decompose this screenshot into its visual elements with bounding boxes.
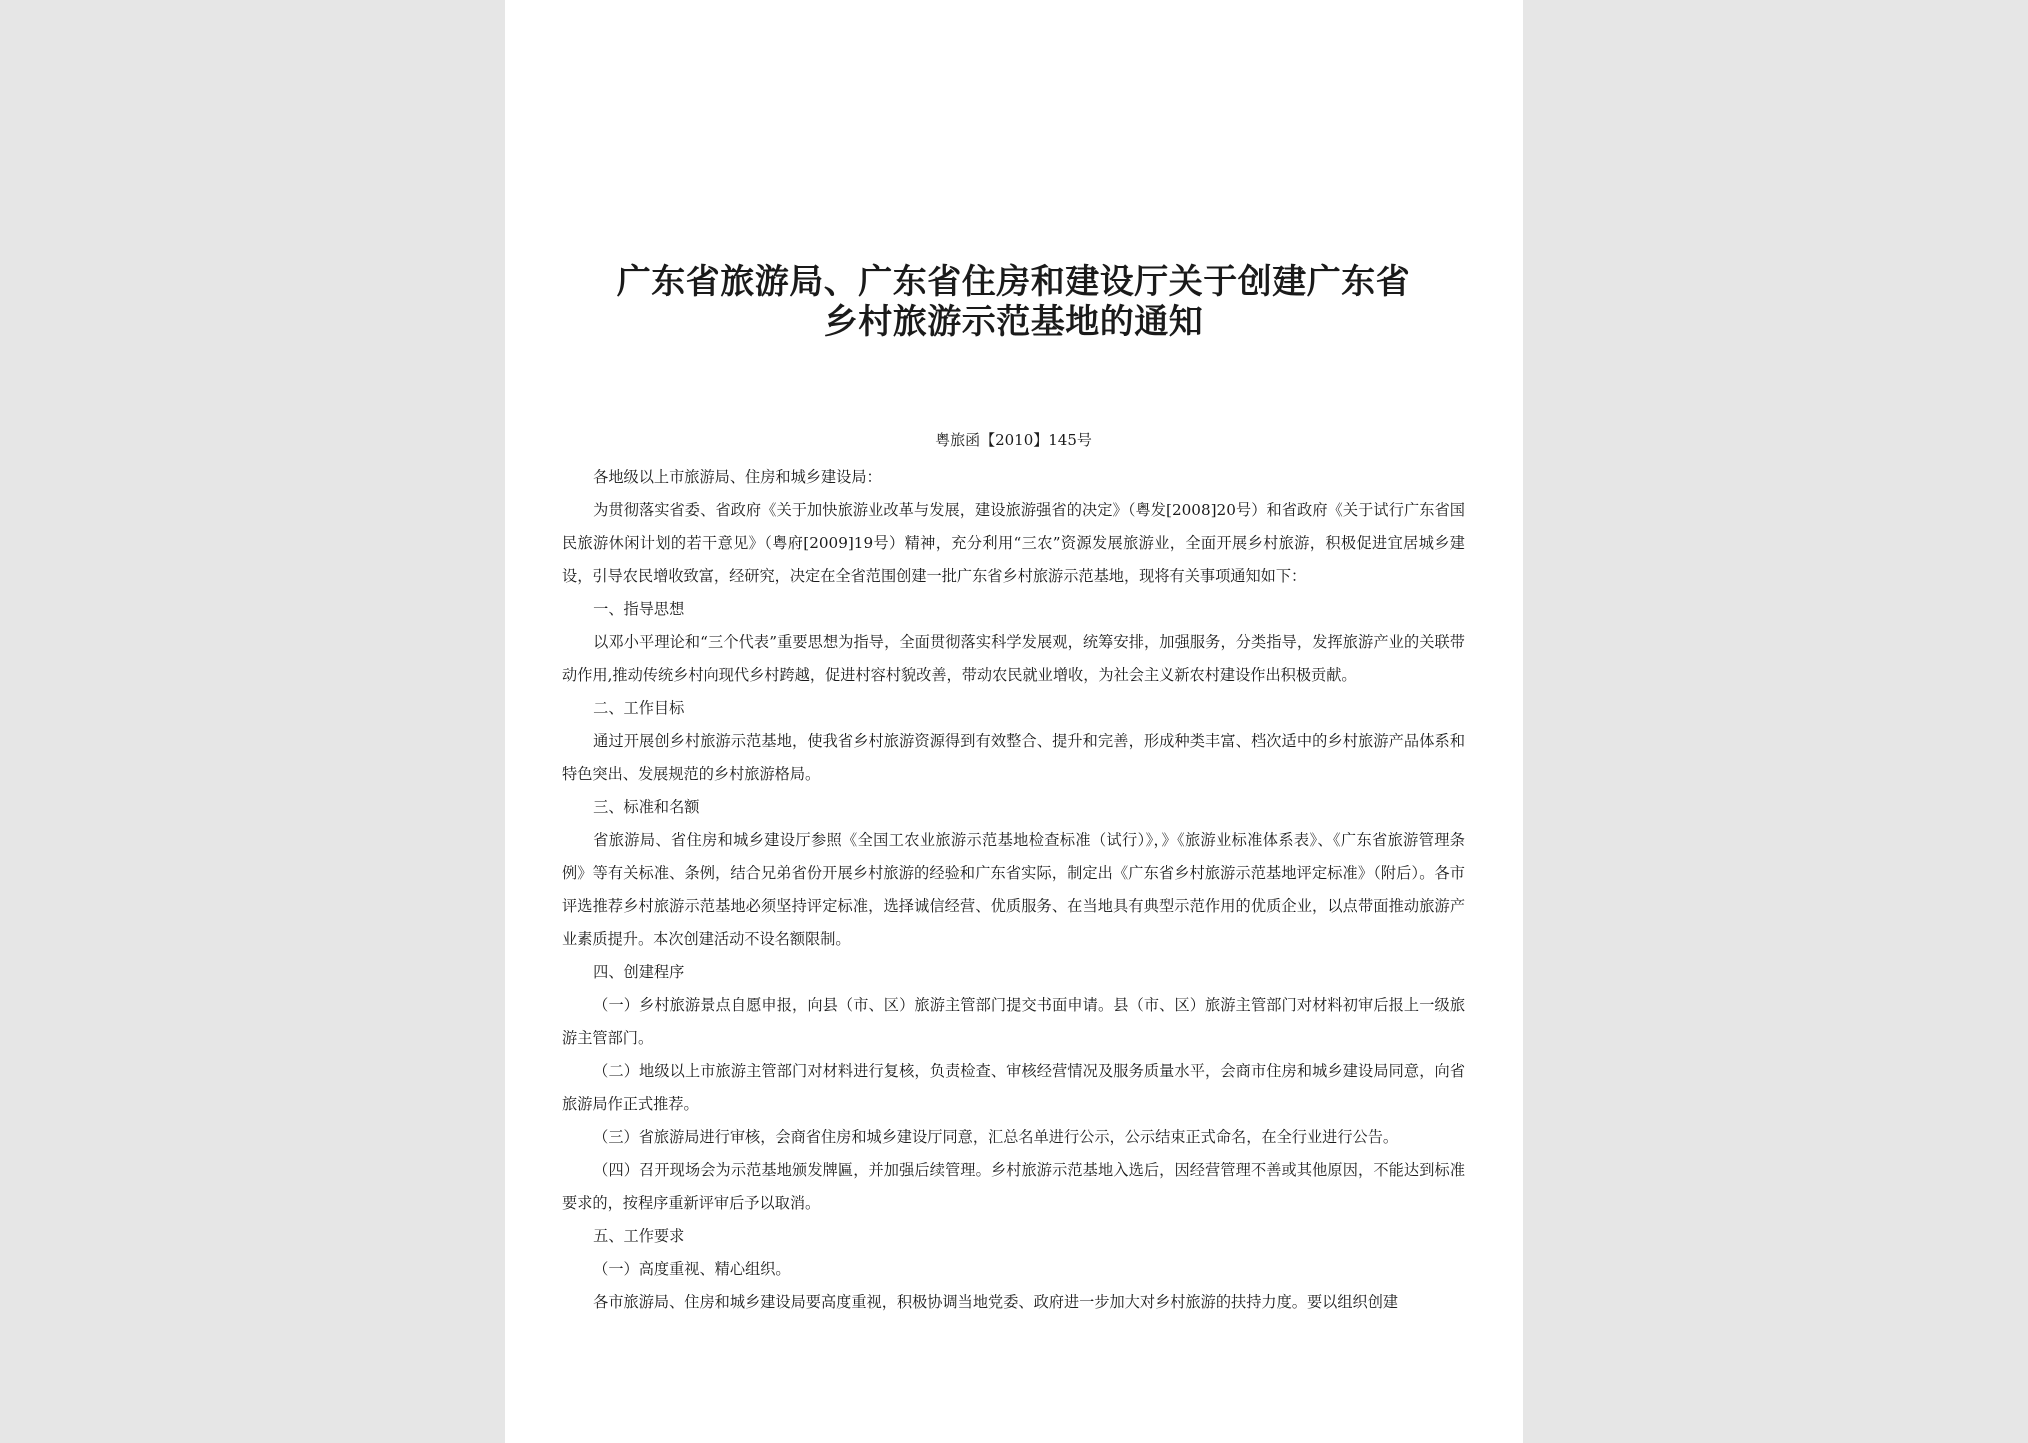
document-page [505,0,1523,1443]
paragraph: （三）省旅游局进行审核，会商省住房和城乡建设厅同意，汇总名单进行公示，公示结束正式命名，在全行业进行公告。 [593,1128,1399,1146]
section-heading: 四、创建程序 [593,963,685,981]
section-heading: 三、标准和名额 [593,798,700,816]
title-line-1: 广东省旅游局、广东省住房和建设厅关于创建广东省 [616,262,1411,302]
paragraph: （二）地级以上市旅游主管部门对材料进行复核，负责检查、审核经营情况及服务质量水平，会商市住房和城乡建设局同意，向省旅游局作正式推荐。 [562,1062,1465,1113]
subsection-heading: （一）高度重视、精心组织。 [593,1260,791,1278]
document-title [562,262,1465,342]
section-heading: 一、指导思想 [593,600,685,618]
paragraph: 以邓小平理论和“三个代表”重要思想为指导，全面贯彻落实科学发展观，统筹安排，加强服务，分类指导，发挥旅游产业的关联带动作用,推动传统乡村向现代乡村跨越，促进村容村貌改善，带动农民就业增收，为社会主义新农村建设作出积极贡献。 [562,633,1465,684]
salutation: 各地级以上市旅游局、住房和城乡建设局： [593,468,882,486]
paragraph: 省旅游局、省住房和城乡建设厅参照《全国工农业旅游示范基地检查标准（试行）》，》《旅游业标准体系表》、《广东省旅游管理条例》等有关标准、条例，结合兄弟省份开展乡村旅游的经验和广东省实际，制定出《广东省乡村旅游示范基地评定标准》（附后）。各市评选推荐乡村旅游示范基地必须坚持评定标准，选择诚信经营、优质服务、在当地具有典型示范作用的优质企业，以点带面推动旅游产业素质提升。本次创建活动不设名额限制。 [562,831,1465,948]
section-heading: 二、工作目标 [593,699,685,717]
document-body [562,461,1465,1319]
section-heading: 五、工作要求 [593,1227,685,1245]
paragraph: 通过开展创乡村旅游示范基地，使我省乡村旅游资源得到有效整合、提升和完善，形成种类丰富、档次适中的乡村旅游产品体系和特色突出、发展规范的乡村旅游格局。 [562,732,1465,783]
document-number: 粤旅函【2010】145号 [935,431,1092,449]
paragraph: （四）召开现场会为示范基地颁发牌匾，并加强后续管理。乡村旅游示范基地入选后，因经营管理不善或其他原因，不能达到标准要求的，按程序重新评审后予以取消。 [562,1161,1465,1212]
paragraph-intro: 为贯彻落实省委、省政府《关于加快旅游业改革与发展，建设旅游强省的决定》（粤发[2008]20号）和省政府《关于试行广东省国民旅游休闲计划的若干意见》（粤府[2009]19号）精神，充分利用“三农”资源发展旅游业，全面开展乡村旅游，积极促进宜居城乡建设，引导农民增收致富，经研究，决定在全省范围创建一批广东省乡村旅游示范基地，现将有关事项通知如下： [562,501,1465,585]
paragraph: 各市旅游局、住房和城乡建设局要高度重视，积极协调当地党委、政府进一步加大对乡村旅游的扶持力度。要以组织创建 [593,1293,1399,1311]
paragraph: （一）乡村旅游景点自愿申报，向县（市、区）旅游主管部门提交书面申请。县（市、区）旅游主管部门对材料初审后报上一级旅游主管部门。 [562,996,1465,1047]
title-line-2: 乡村旅游示范基地的通知 [823,302,1204,342]
